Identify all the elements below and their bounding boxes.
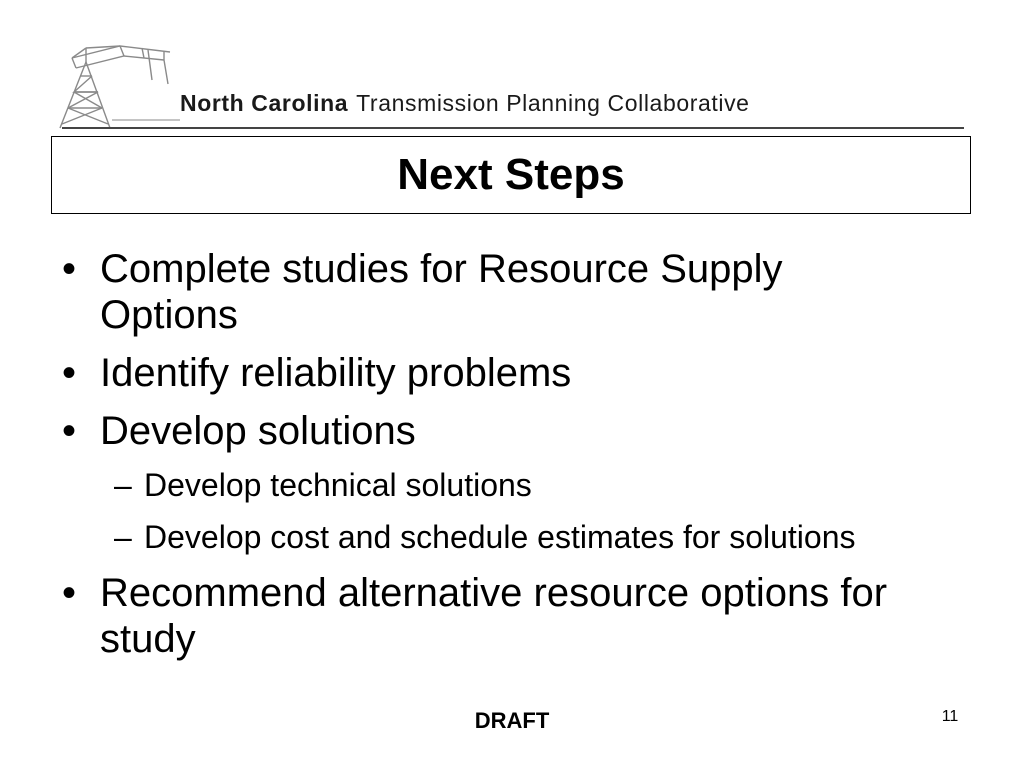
- sub-bullet-list: [56, 466, 956, 556]
- sub-bullet-item: [114, 518, 956, 556]
- organization-name-bold: North Carolina: [180, 90, 349, 116]
- bullet-marker: •: [62, 351, 77, 395]
- bullet-item: [56, 570, 956, 662]
- bullet-list: [56, 246, 956, 674]
- header-divider: [62, 127, 964, 129]
- slide-title: Next Steps: [397, 150, 625, 199]
- organization-name-rest: Transmission Planning Collaborative: [356, 90, 750, 116]
- bullet-text: Recommend alternative resource options for study: [100, 571, 888, 661]
- sub-bullet-marker: –: [114, 519, 132, 555]
- bullet-marker: •: [62, 571, 77, 615]
- bullet-text: Identify reliability problems: [100, 351, 572, 395]
- bullet-item: [56, 246, 956, 338]
- organization-header: [180, 90, 750, 117]
- bullet-text: Complete studies for Resource Supply Options: [100, 247, 783, 337]
- bullet-item: [56, 408, 956, 454]
- bullet-text: Develop solutions: [100, 409, 416, 453]
- bullet-item: [56, 350, 956, 396]
- bullet-marker: •: [62, 247, 77, 291]
- sub-bullet-text: Develop cost and schedule estimates for solutions: [144, 519, 856, 555]
- page-number: 11: [941, 708, 959, 725]
- title-box: [51, 136, 971, 214]
- transmission-tower-icon: [52, 40, 182, 130]
- sub-bullet-item: [114, 466, 956, 504]
- sub-bullet-marker: –: [114, 467, 132, 503]
- sub-bullet-text: Develop technical solutions: [144, 467, 532, 503]
- bullet-marker: •: [62, 409, 77, 453]
- draft-label: DRAFT: [474, 708, 550, 733]
